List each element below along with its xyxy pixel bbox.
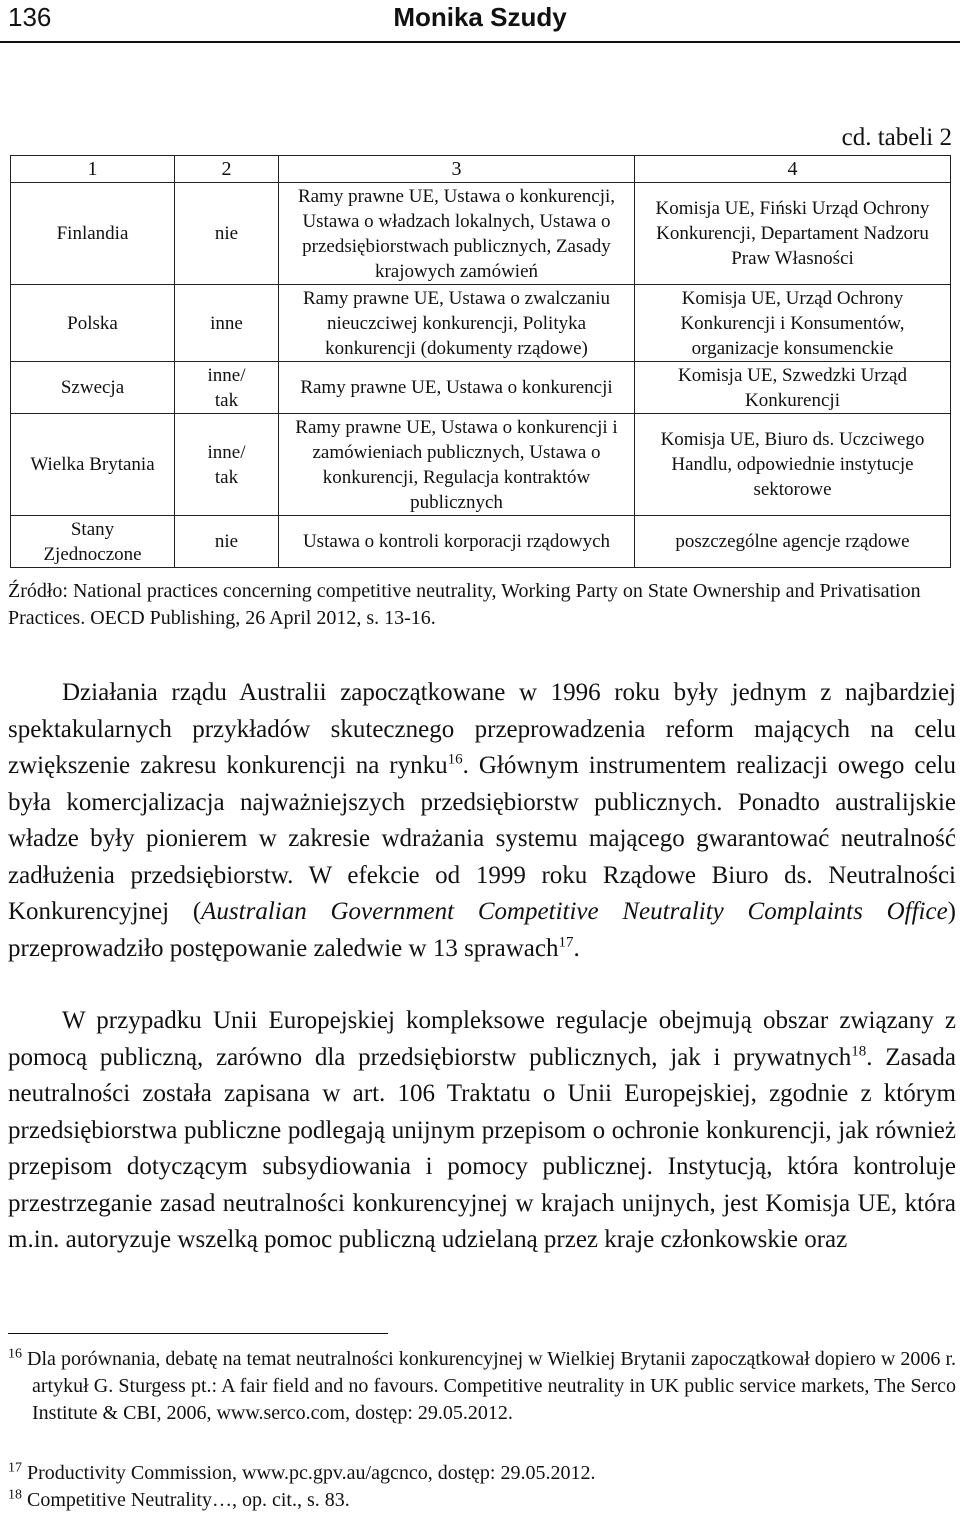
law-cell: Ustawa o kontroli korporacji rządowych (279, 516, 635, 568)
paragraph-text: . Zasada neutralności została zapisana w art. 106 Traktatu o Unii Europejskiej, zgodnie z którym przedsiębiorstwa publiczne podlegają unijnym przepisom o ochronie konkurencji, jak również przepisom dotyczącym subsydiowania i pomocy publicznej. Instytucją, która kontroluje przestrzeganie zasad neutralności konkurencyjnej w krajach unijnych, jest Komisja UE, która m.in. autoryzuje wszelką pomoc publiczną udzielaną przez kraje członkowskie oraz (8, 1043, 957, 1253)
italic-term: Australian Government Competitive Neutrality Complaints Office (201, 898, 948, 925)
footnote-number: 17 (8, 1460, 22, 1476)
column-header: 2 (175, 156, 279, 183)
page-header (0, 0, 960, 40)
law-cell: Ramy prawne UE, Ustawa o zwalczaniu nieuczciwej konkurencji, Polityka konkurencji (dokumenty rządowe) (279, 285, 635, 362)
authority-cell: poszczególne agencje rządowe (635, 516, 951, 568)
country-cell: Polska (11, 285, 175, 362)
footnote-text: Competitive Neutrality…, op. cit., s. 83. (27, 1489, 350, 1511)
footnote-number: 18 (8, 1487, 22, 1503)
country-cell: Finlandia (11, 183, 175, 285)
footnote-text: Dla porównania, debatę na temat neutralności konkurencyjnej w Wielkiej Brytanii zapoczątkował dopiero w 2006 r. artykuł G. Sturgess pt.: A fair field and no favours. Competitive neutrality in UK public service markets, The Serco Institute & CBI, 2006, www.serco.com, dostęp: 29.05.2012. (27, 1348, 956, 1424)
footnote-text: Productivity Commission, www.pc.gpv.au/agcnco, dostęp: 29.05.2012. (27, 1462, 596, 1484)
flag-cell: inne/ tak (175, 362, 279, 414)
authority-cell: Komisja UE, Urząd Ochrony Konkurencji i Konsumentów, organizacje konsumenckie (635, 285, 951, 362)
table-continuation-label: cd. tabeli 2 (841, 124, 952, 151)
running-head-author: Monika Szudy (393, 2, 567, 32)
flag-cell: nie (175, 516, 279, 568)
law-cell: Ramy prawne UE, Ustawa o konkurencji (279, 362, 635, 414)
comparison-table (10, 155, 951, 568)
page-number: 136 (8, 2, 52, 32)
footnote (8, 1487, 956, 1514)
table-source-note: Źródło: National practices concerning competitive neutrality, Working Party on State Ownership and Privatisation Practices. OECD Publishing, 26 April 2012, s. 13-16. (8, 580, 921, 629)
paragraph-text: Działania rządu Australii zapoczątkowane w 1996 roku były jednym z najbardziej spektakularnych przykładów skutecznego przeprowadzenia reform mających na celu zwiększenie zakresu konkurencji na rynku (8, 679, 956, 779)
table-row (11, 414, 951, 516)
table-header-row (11, 156, 951, 183)
column-header: 3 (279, 156, 635, 183)
paragraph-text: . Głównym instrumentem realizacji owego celu była komercjalizacja najważniejszych przedsiębiorstw publicznych. Ponadto australijskie władze były pionierem w zakresie wdrażania systemu mającego gwarantować neutralność zadłużenia przedsiębiorstw. W efekcie od 1999 roku Rządowe Biuro ds. Neutralności Konkurencyjnej ( (8, 752, 956, 925)
country-cell: Stany Zjednoczone (11, 516, 175, 568)
paragraph-text: ) przeprowadziło postępowanie zaledwie w 13 sprawach (8, 898, 956, 962)
footnote (8, 1346, 956, 1427)
table-row (11, 516, 951, 568)
footnote-ref: 18 (851, 1043, 867, 1060)
table-row (11, 285, 951, 362)
authority-cell: Komisja UE, Biuro ds. Uczciwego Handlu, odpowiednie instytucje sektorowe (635, 414, 951, 516)
law-cell: Ramy prawne UE, Ustawa o konkurencji, Ustawa o władzach lokalnych, Ustawa o przedsiębiorstwach publicznych, Zasady krajowych zamówień (279, 183, 635, 285)
paragraph-text: W przypadku Unii Europejskiej kompleksowe regulacje obejmują obszar związany z pomocą publiczną, zarówno dla przedsiębiorstw publicznych, jak i prywatnych (8, 1007, 956, 1071)
flag-cell: inne (175, 285, 279, 362)
law-cell: Ramy prawne UE, Ustawa o konkurencji i zamówieniach publicznych, Ustawa o konkurencji, Regulacja kontraktów publicznych (279, 414, 635, 516)
body-paragraph (8, 675, 956, 967)
footnote-separator (8, 1333, 388, 1334)
authority-cell: Komisja UE, Fiński Urząd Ochrony Konkurencji, Departament Nadzoru Praw Własności (635, 183, 951, 285)
column-header: 1 (11, 156, 175, 183)
flag-cell: nie (175, 183, 279, 285)
country-cell: Wielka Brytania (11, 414, 175, 516)
authority-cell: Komisja UE, Szwedzki Urząd Konkurencji (635, 362, 951, 414)
body-paragraph (8, 1003, 956, 1259)
footnote-ref: 16 (447, 751, 463, 768)
flag-cell: inne/ tak (175, 414, 279, 516)
paragraph-text: . (573, 934, 580, 962)
header-rule (0, 41, 960, 43)
footnote-ref: 17 (558, 934, 574, 951)
table-row (11, 183, 951, 285)
country-cell: Szwecja (11, 362, 175, 414)
footnote (8, 1460, 956, 1487)
column-header: 4 (635, 156, 951, 183)
footnote-number: 16 (8, 1346, 22, 1362)
table-row (11, 362, 951, 414)
